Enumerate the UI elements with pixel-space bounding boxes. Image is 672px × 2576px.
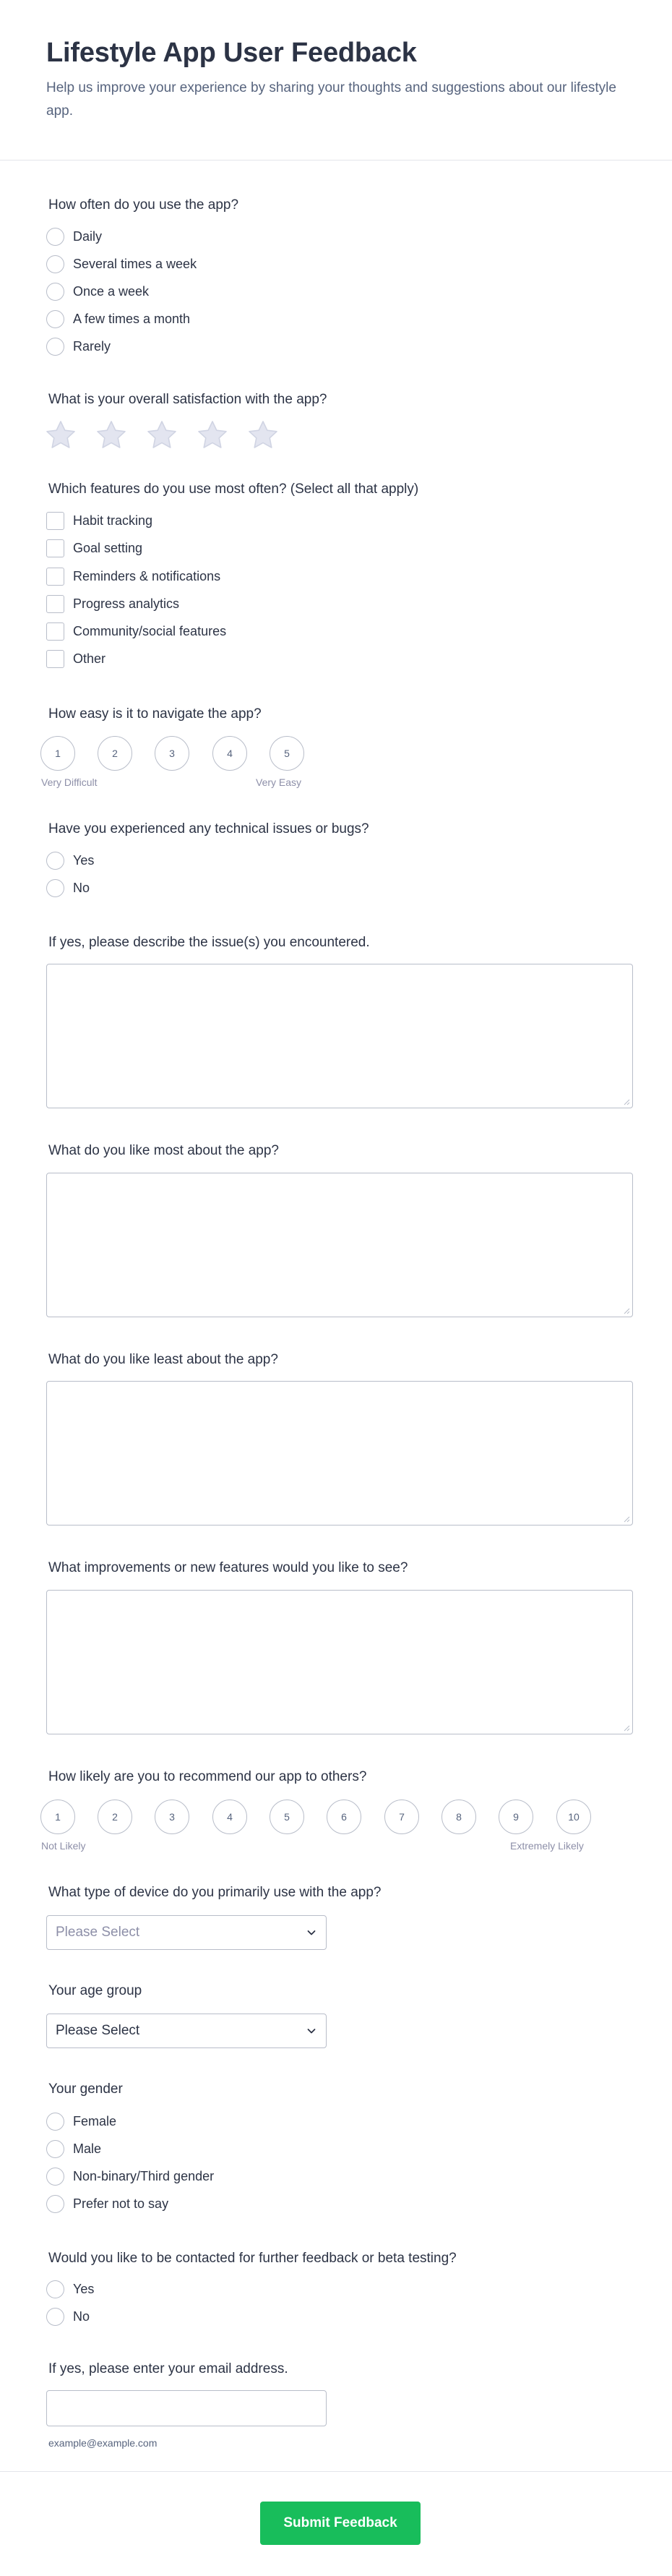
resize-grip-icon[interactable] [623, 1098, 630, 1105]
recommend-question: How likely are you to recommend our app to others? [48, 1769, 367, 1784]
option-label: Female [73, 2113, 117, 2128]
radio-button[interactable] [46, 879, 64, 897]
chevron-down-icon [306, 1927, 317, 1938]
form-title: Lifestyle App User Feedback [46, 38, 417, 68]
age-select-value: Please Select [56, 2023, 140, 2038]
issues-option-yes[interactable] [46, 850, 94, 870]
contact-option-yes[interactable] [46, 2279, 94, 2299]
recommend-scale-4[interactable]: 4 [212, 1800, 247, 1834]
email-input[interactable] [46, 2390, 327, 2426]
satisfaction-question: What is your overall satisfaction with the app? [48, 392, 327, 407]
option-label: No [73, 880, 90, 895]
radio-button[interactable] [46, 310, 64, 328]
option-label: No [73, 2308, 90, 2324]
star-icon[interactable] [195, 418, 230, 453]
email-question: If yes, please enter your email address. [48, 2361, 288, 2376]
navigation-scale-4[interactable]: 4 [212, 736, 247, 771]
device-question: What type of device do you primarily use with the app? [48, 1885, 382, 1900]
checkbox[interactable] [46, 512, 64, 530]
radio-button[interactable] [46, 2168, 64, 2186]
usage-option-several-times-week[interactable] [46, 254, 197, 274]
checkbox[interactable] [46, 539, 64, 557]
feature-option-goal-setting[interactable] [46, 538, 142, 558]
star-rating [43, 418, 296, 453]
navigation-scale-3[interactable]: 3 [155, 736, 189, 771]
chevron-down-icon [306, 2025, 317, 2037]
issues-question: Have you experienced any technical issues or bugs? [48, 821, 369, 836]
option-label: Other [73, 651, 106, 666]
form-subtitle: Help us improve your experience by sharing your thoughts and suggestions about our lifestyle app. [46, 80, 616, 119]
star-icon[interactable] [94, 418, 129, 453]
recommend-scale-1[interactable]: 1 [40, 1800, 75, 1834]
recommend-low-label: Not Likely [41, 1840, 86, 1852]
features-question: Which features do you use most often? (Select all that apply) [48, 482, 419, 497]
gender-option-non-binary[interactable] [46, 2166, 214, 2186]
resize-grip-icon[interactable] [623, 1515, 630, 1523]
improvements-question: What improvements or new features would you like to see? [48, 1560, 408, 1575]
like-least-textarea[interactable] [46, 1381, 633, 1526]
contact-question: Would you like to be contacted for further feedback or beta testing? [48, 2251, 457, 2266]
option-label: Community/social features [73, 623, 227, 638]
improvements-textarea[interactable] [46, 1590, 633, 1734]
feature-option-reminders[interactable] [46, 566, 220, 586]
recommend-scale-9[interactable]: 9 [499, 1800, 533, 1834]
checkbox[interactable] [46, 568, 64, 586]
option-label: Yes [73, 852, 95, 868]
option-label: Goal setting [73, 540, 143, 555]
usage-option-once-week[interactable] [46, 281, 149, 301]
recommend-scale-6[interactable]: 6 [327, 1800, 361, 1834]
submit-button[interactable]: Submit Feedback [260, 2502, 421, 2545]
gender-option-female[interactable] [46, 2111, 116, 2131]
option-label: Male [73, 2141, 102, 2156]
like-least-question: What do you like least about the app? [48, 1352, 278, 1367]
star-icon[interactable] [43, 418, 78, 453]
resize-grip-icon[interactable] [623, 1307, 630, 1314]
option-label: Several times a week [73, 256, 197, 271]
usage-option-rarely[interactable] [46, 336, 111, 356]
option-label: Reminders & notifications [73, 568, 221, 583]
gender-option-male[interactable] [46, 2139, 101, 2159]
radio-button[interactable] [46, 2308, 64, 2326]
option-label: A few times a month [73, 311, 191, 326]
issues-option-no[interactable] [46, 878, 90, 898]
radio-button[interactable] [46, 228, 64, 246]
device-select-value: Please Select [56, 1925, 140, 1940]
feature-option-community[interactable] [46, 621, 226, 641]
issue-details-question: If yes, please describe the issue(s) you encountered. [48, 935, 370, 950]
usage-option-daily[interactable] [46, 226, 102, 247]
radio-button[interactable] [46, 852, 64, 870]
radio-button[interactable] [46, 338, 64, 356]
radio-button[interactable] [46, 2195, 64, 2213]
checkbox[interactable] [46, 650, 64, 668]
option-label: Progress analytics [73, 596, 180, 611]
like-most-question: What do you like most about the app? [48, 1143, 279, 1158]
recommend-scale-5[interactable]: 5 [270, 1800, 304, 1834]
radio-button[interactable] [46, 255, 64, 273]
radio-button[interactable] [46, 283, 64, 301]
usage-question: How often do you use the app? [48, 197, 239, 213]
navigation-question: How easy is it to navigate the app? [48, 706, 262, 722]
feature-option-other[interactable] [46, 649, 105, 669]
gender-option-prefer-not-to-say[interactable] [46, 2194, 168, 2214]
option-label: Daily [73, 228, 103, 244]
recommend-scale-7[interactable]: 7 [384, 1800, 419, 1834]
radio-button[interactable] [46, 2140, 64, 2158]
form-header [0, 0, 672, 161]
gender-question: Your gender [48, 2081, 123, 2097]
contact-option-no[interactable] [46, 2306, 90, 2327]
device-select[interactable] [46, 1915, 327, 1950]
feature-option-progress-analytics[interactable] [46, 594, 179, 614]
radio-button[interactable] [46, 2280, 64, 2298]
age-select[interactable] [46, 2014, 327, 2048]
recommend-scale-8[interactable]: 8 [441, 1800, 476, 1834]
star-icon[interactable] [145, 418, 179, 453]
option-label: Yes [73, 2281, 95, 2296]
recommend-scale-3[interactable]: 3 [155, 1800, 189, 1834]
recommend-scale-2[interactable]: 2 [98, 1800, 132, 1834]
star-icon[interactable] [246, 418, 280, 453]
usage-option-few-times-month[interactable] [46, 309, 190, 329]
like-most-textarea[interactable] [46, 1173, 633, 1317]
option-label: Once a week [73, 283, 150, 299]
option-label: Rarely [73, 338, 111, 354]
navigation-scale-1[interactable]: 1 [40, 736, 75, 771]
radio-button[interactable] [46, 2113, 64, 2131]
issue-details-textarea[interactable] [46, 964, 633, 1108]
navigation-scale-2[interactable]: 2 [98, 736, 132, 771]
navigation-high-label: Very Easy [256, 776, 302, 788]
email-hint: example@example.com [48, 2437, 158, 2449]
option-label: Non-binary/Third gender [73, 2168, 215, 2183]
resize-grip-icon[interactable] [623, 1724, 630, 1732]
option-label: Prefer not to say [73, 2196, 169, 2211]
checkbox[interactable] [46, 622, 64, 641]
option-label: Habit tracking [73, 513, 153, 528]
feature-option-habit-tracking[interactable] [46, 510, 152, 531]
checkbox[interactable] [46, 595, 64, 613]
navigation-low-label: Very Difficult [41, 776, 98, 788]
navigation-scale-5[interactable]: 5 [270, 736, 304, 771]
recommend-high-label: Extremely Likely [510, 1840, 584, 1852]
recommend-scale-10[interactable]: 10 [556, 1800, 591, 1834]
age-question: Your age group [48, 1983, 142, 1998]
